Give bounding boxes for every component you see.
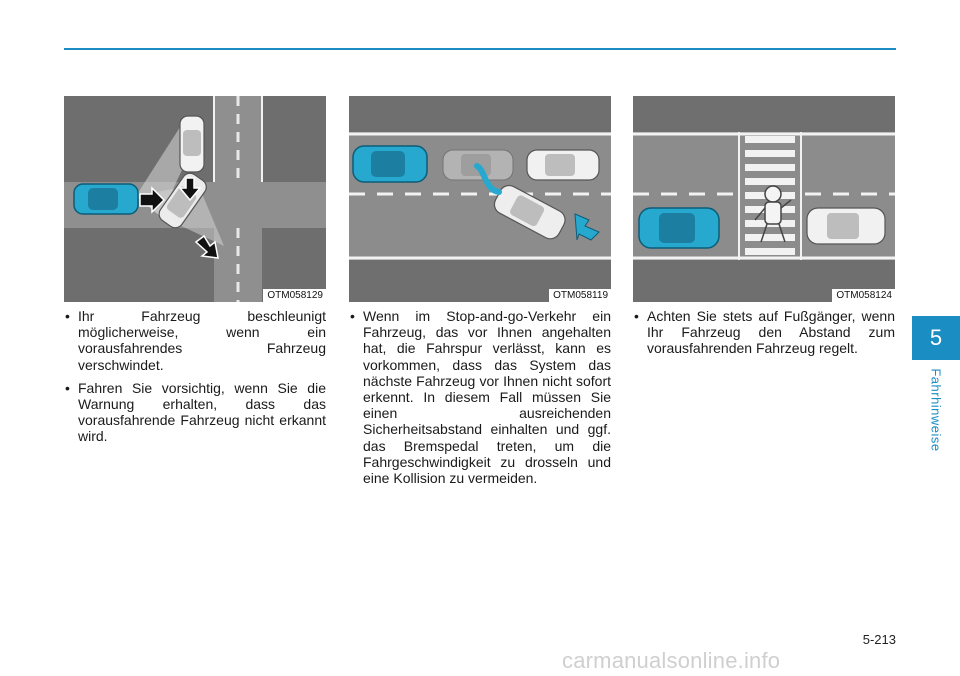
chapter-tab: 5: [912, 316, 960, 360]
chapter-label: Fahrhinweise: [928, 368, 944, 452]
bullet-item: • Fahren Sie vorsichtig, wenn Sie die Warnung erhalten, dass das vorausfahrende Fahrzeug nicht erkannt wird.: [64, 380, 326, 445]
text-column-3: [633, 308, 895, 364]
figure-code: OTM058129: [263, 289, 326, 302]
text-column-2: [349, 308, 611, 493]
figure-code: OTM058119: [549, 289, 611, 302]
watermark: carmanualsonline.info: [562, 648, 781, 673]
figure-pedestrian: [633, 96, 895, 302]
header-rule: [64, 48, 896, 50]
figure-stop-and-go: [349, 96, 611, 302]
page-number: 5-213: [862, 632, 896, 647]
figure-intersection: [64, 96, 326, 302]
figure-code: OTM058124: [832, 289, 895, 302]
bullet-item: • Ihr Fahrzeug beschleunigt möglicherweise, wenn ein vorausfahrendes Fahrzeug verschwindet.: [64, 308, 326, 373]
text-column-1: [64, 308, 326, 452]
bullet-item: • Wenn im Stop-and-go-Verkehr ein Fahrzeug, das vor Ihnen angehalten hat, die Fahrspur verlässt, kann es vorkommen, dass das System das nächste Fahrzeug vor Ihnen nicht sofort erkennt. In diesem Fall müssen Sie einen ausreichenden Sicherheitsabstand einhalten und ggf. das Bremspedal treten, um die Fahrgeschwindigkeit zu drosseln und eine Kollision zu vermeiden.: [349, 308, 611, 486]
bullet-item: • Achten Sie stets auf Fußgänger, wenn Ihr Fahrzeug den Abstand zum vorausfahrenden Fahrzeug regelt.: [633, 308, 895, 357]
